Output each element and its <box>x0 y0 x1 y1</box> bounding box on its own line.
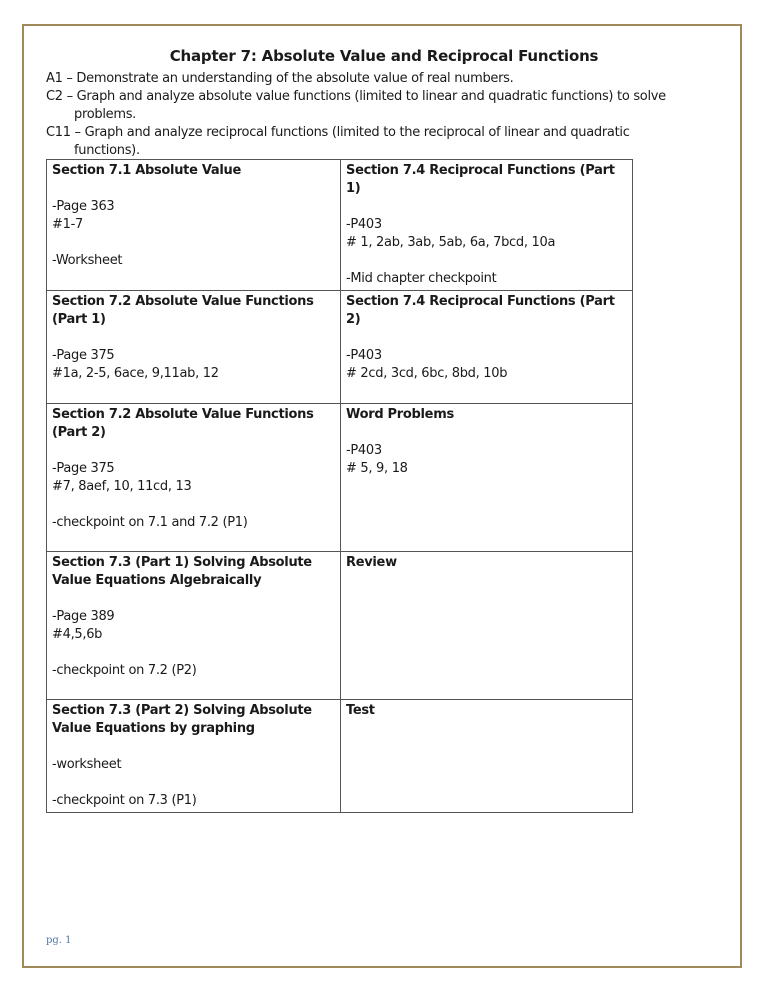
cell-line: #1a, 2-5, 6ace, 9,11ab, 12 <box>52 366 219 381</box>
cell-section-7-3-part-2 <box>47 700 341 813</box>
cell-section-7-2-part-2 <box>47 404 341 552</box>
cell-line: -checkpoint on 7.2 (P2) <box>52 663 197 678</box>
assignment-table <box>46 159 633 813</box>
cell-heading: Section 7.3 (Part 2) Solving Absolute Value Equations by graphing <box>52 703 312 736</box>
cell-line: -Worksheet <box>52 253 123 268</box>
cell-heading: Test <box>346 703 375 718</box>
cell-heading: Word Problems <box>346 407 454 422</box>
cell-line: # 1, 2ab, 3ab, 5ab, 6a, 7bcd, 10a <box>346 235 556 250</box>
cell-line: # 2cd, 3cd, 6bc, 8bd, 10b <box>346 366 508 381</box>
cell-heading: Section 7.4 Reciprocal Functions (Part 1) <box>346 163 615 196</box>
cell-section-7-1 <box>47 160 341 291</box>
outcome-a1: A1 – Demonstrate an understanding of the absolute value of real numbers. <box>46 71 514 86</box>
cell-section-7-2-part-1 <box>47 291 341 404</box>
cell-line: #4,5,6b <box>52 627 103 642</box>
cell-heading: Section 7.2 Absolute Value Functions (Part 2) <box>52 407 314 440</box>
cell-word-problems <box>341 404 633 552</box>
cell-test <box>341 700 633 813</box>
cell-heading: Section 7.3 (Part 1) Solving Absolute Value Equations Algebraically <box>52 555 312 588</box>
table-row <box>47 291 633 404</box>
cell-line: -Page 375 <box>52 461 115 476</box>
cell-line: -checkpoint on 7.1 and 7.2 (P1) <box>52 515 248 530</box>
cell-line: -P403 <box>346 217 382 232</box>
cell-heading: Section 7.1 Absolute Value <box>52 163 241 178</box>
cell-section-7-4-part-1 <box>341 160 633 291</box>
table-row <box>47 552 633 700</box>
table-row <box>47 160 633 291</box>
cell-line: -Mid chapter checkpoint <box>346 271 497 286</box>
cell-line: #1-7 <box>52 217 83 232</box>
cell-heading: Review <box>346 555 397 570</box>
cell-line: -worksheet <box>52 757 122 772</box>
cell-heading: Section 7.4 Reciprocal Functions (Part 2) <box>346 294 615 327</box>
cell-line: -checkpoint on 7.3 (P1) <box>52 793 197 808</box>
outcomes-list <box>46 70 686 160</box>
cell-line: -P403 <box>346 348 382 363</box>
outcome-c11: C11 – Graph and analyze reciprocal functions (limited to the reciprocal of linear and quadratic functions). <box>46 125 630 158</box>
cell-line: # 5, 9, 18 <box>346 461 408 476</box>
cell-line: -P403 <box>346 443 382 458</box>
cell-review <box>341 552 633 700</box>
outcome-c2: C2 – Graph and analyze absolute value functions (limited to linear and quadratic functions) to solve problems. <box>46 89 666 122</box>
page-number: pg. 1 <box>46 935 72 946</box>
cell-line: -Page 389 <box>52 609 115 624</box>
cell-line: #7, 8aef, 10, 11cd, 13 <box>52 479 192 494</box>
cell-heading: Section 7.2 Absolute Value Functions (Part 1) <box>52 294 314 327</box>
cell-section-7-4-part-2 <box>341 291 633 404</box>
table-row <box>47 404 633 552</box>
cell-section-7-3-part-1 <box>47 552 341 700</box>
page-title: Chapter 7: Absolute Value and Reciprocal Functions <box>169 47 599 65</box>
cell-line: -Page 363 <box>52 199 115 214</box>
cell-line: -Page 375 <box>52 348 115 363</box>
table-row <box>47 700 633 813</box>
